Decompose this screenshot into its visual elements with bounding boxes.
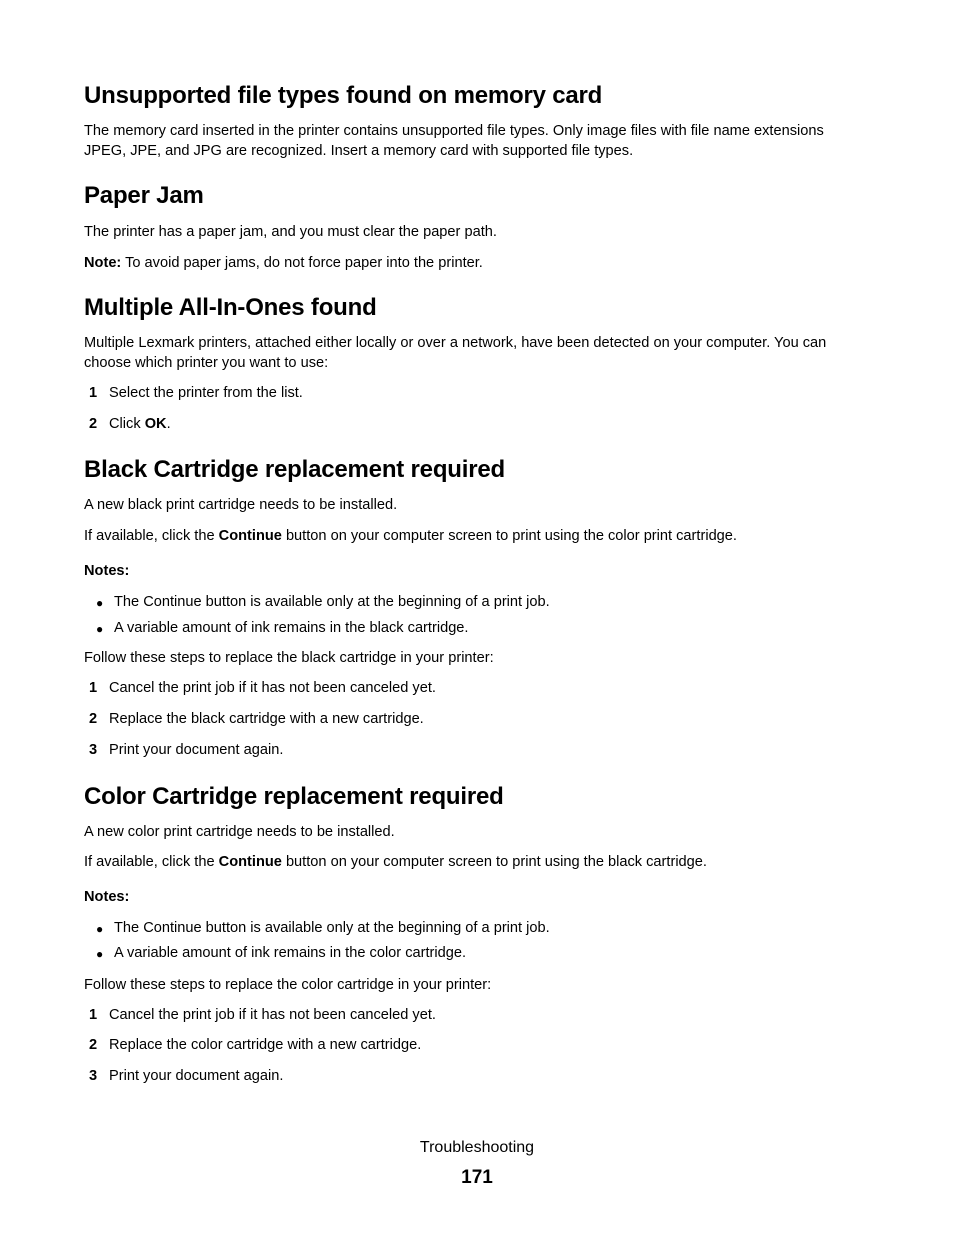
bullet-icon: ● <box>96 922 104 936</box>
paragraph-color-text1: A new color print cartridge needs to be installed. <box>84 824 395 840</box>
paragraph-color-follow: Follow these steps to replace the color cartridge in your printer: <box>84 977 492 993</box>
text-pre: If available, click the <box>84 854 219 870</box>
heading-multiple-all-in-ones: Multiple All-In-Ones found <box>84 294 377 321</box>
bullet-text: A variable amount of ink remains in the color cartridge. <box>114 945 467 961</box>
bullet-icon: ● <box>96 596 104 610</box>
step-number: 1 <box>89 1007 98 1023</box>
bullet-icon: ● <box>96 947 104 961</box>
step-text-bold: OK <box>144 416 167 432</box>
step-number: 3 <box>89 742 98 758</box>
step-number: 2 <box>89 711 98 727</box>
step-text-post: . <box>166 416 171 432</box>
heading-unsupported-file-types: Unsupported file types found on memory card <box>84 82 603 109</box>
bullet-text: The Continue button is available only at the beginning of a print job. <box>114 594 550 610</box>
step-text-pre: Click <box>109 416 145 432</box>
text-bold: Continue <box>218 854 282 870</box>
bullet-icon: ● <box>96 622 104 636</box>
step-text: Replace the color cartridge with a new cartridge. <box>109 1037 422 1053</box>
heading-black-cartridge: Black Cartridge replacement required <box>84 456 505 483</box>
step-number: 1 <box>89 680 98 696</box>
step-text <box>109 416 171 432</box>
paragraph-multiple-line1: Multiple Lexmark printers, attached either locally or over a network, have been detected on your computer. You can <box>84 335 827 351</box>
step-text: Select the printer from the list. <box>109 385 303 401</box>
bullet-text: The Continue button is available only at the beginning of a print job. <box>114 920 550 936</box>
step-number: 3 <box>89 1068 98 1084</box>
heading-color-cartridge: Color Cartridge replacement required <box>84 783 504 810</box>
paragraph-black-text2 <box>84 526 737 546</box>
paragraph-multiple-line2: choose which printer you want to use: <box>84 355 329 371</box>
notes-label: Notes: <box>84 563 130 579</box>
paragraph-paper-jam: The printer has a paper jam, and you must clear the paper path. <box>84 224 497 240</box>
text-post: button on your computer screen to print using the black cartridge. <box>281 854 707 870</box>
note-paper-jam <box>84 253 483 273</box>
text-pre: If available, click the <box>84 528 219 544</box>
step-text: Cancel the print job if it has not been canceled yet. <box>109 680 436 696</box>
text-post: button on your computer screen to print using the color print cartridge. <box>281 528 737 544</box>
paragraph-color-text2 <box>84 852 707 872</box>
footer-section-label: Troubleshooting <box>419 1139 535 1156</box>
step-number: 2 <box>89 416 98 432</box>
note-label: Note: <box>84 255 122 271</box>
page-number: 171 <box>461 1167 493 1188</box>
heading-paper-jam: Paper Jam <box>84 182 204 209</box>
step-number: 2 <box>89 1037 98 1053</box>
step-text: Print your document again. <box>109 1068 284 1084</box>
step-text: Cancel the print job if it has not been canceled yet. <box>109 1007 436 1023</box>
paragraph-unsupported-line1: The memory card inserted in the printer contains unsupported file types. Only image files with file name extensions <box>84 123 824 139</box>
paragraph-black-follow: Follow these steps to replace the black cartridge in your printer: <box>84 650 494 666</box>
step-text: Replace the black cartridge with a new cartridge. <box>109 711 424 727</box>
bullet-text: A variable amount of ink remains in the black cartridge. <box>114 620 469 636</box>
paragraph-black-text1: A new black print cartridge needs to be installed. <box>84 497 398 513</box>
note-text: To avoid paper jams, do not force paper into the printer. <box>121 255 483 271</box>
step-number: 1 <box>89 385 98 401</box>
step-text: Print your document again. <box>109 742 284 758</box>
text-bold: Continue <box>218 528 282 544</box>
paragraph-unsupported-line2: JPEG, JPE, and JPG are recognized. Insert a memory card with supported file types. <box>84 143 634 159</box>
notes-label: Notes: <box>84 889 130 905</box>
